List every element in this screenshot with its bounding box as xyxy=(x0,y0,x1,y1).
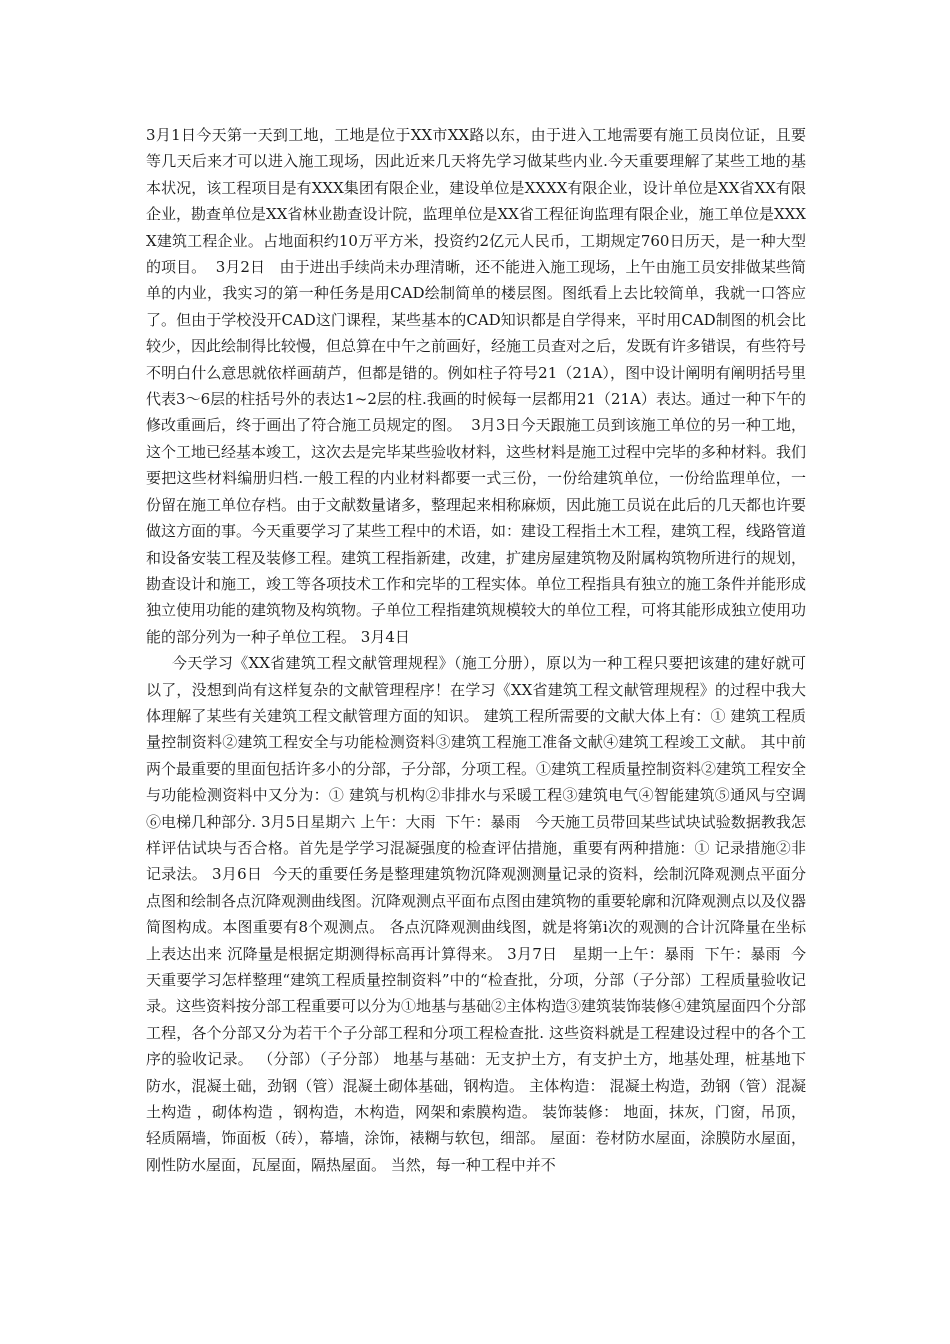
body-paragraph-1: 3月1日今天第一天到工地，工地是位于XX市XX路以东，由于进入工地需要有施工员岗位证，且要等几天后来才可以进入施工现场，因此近来几天将先学习做某些内业.今天重要理解了某些工地的基本状况，该工程项目是有XXX集团有限企业，建设单位是XXXX有限企业，设计单位是XX省XX有限企业，勘查单位是XX省林业勘查设计院，监理单位是XX省工程征询监理有限企业，施工单位是XXXX建筑工程企业。占地面积约10万平方米，投资约2亿元人民币，工期规定760日历天，是一种大型的项目。 3月2日 由于进出手续尚未办理清晰，还不能进入施工现场，上午由施工员安排做某些简单的内业，我实习的第一种任务是用CAD绘制简单的楼层图。图纸看上去比较简单，我就一口答应了。但由于学校没开CAD这门课程，某些基本的CAD知识都是自学得来，平时用CAD制图的机会比较少，因此绘制得比较慢，但总算在中午之前画好，经施工员查对之后，发既有许多错误，有些符号不明白什么意思就依样画葫芦，但都是错的。例如柱子符号21（21A），图中设计阐明有阐明括号里代表3～6层的柱括号外的表达1~2层的柱.我画的时候每一层都用21（21A）表达。通过一种下午的修改重画后，终于画出了符合施工员规定的图。 3月3日今天跟施工员到该施工单位的另一种工地，这个工地已经基本竣工，这次去是完毕某些验收材料，这些材料是施工过程中完毕的多种材料。我们要把这些材料编册归档.一般工程的内业材料都要一式三份，一份给建筑单位，一份给监理单位，一份留在施工单位存档。由于文献数量诸多，整理起来相称麻烦，因此施工员说在此后的几天都也许要做这方面的事。今天重要学习了某些工程中的术语，如：建设工程指土木工程，建筑工程，线路管道和设备安装工程及装修工程。建筑工程指新建，改建，扩建房屋建筑物及附属构筑物所进行的规划，勘查设计和施工，竣工等各项技术工作和完毕的工程实体。单位工程指具有独立的施工条件并能形成独立使用功能的建筑物及构筑物。子单位工程指建筑规模较大的单位工程，可将其能形成独立使用功能的部分列为一种子单位工程。 3月4日 xyxy=(146,126,807,646)
body-paragraph-2: 今天学习《XX省建筑工程文献管理规程》（施工分册），原以为一种工程只要把该建的建好就可以了，没想到尚有这样复杂的文献管理程序！在学习《XX省建筑工程文献管理规程》的过程中我大体理解了某些有关建筑工程文献管理方面的知识。 建筑工程所需要的文献大体上有：① 建筑工程质量控制资料②建筑工程安全与功能检测资料③建筑工程施工准备文献④建筑工程竣工文献。 其中前两个最重要的里面包括许多小的分部，子分部，分项工程。①建筑工程质量控制资料②建筑工程安全与功能检测资料中又分为：① 建筑与机构②非排水与采暖工程③建筑电气④智能建筑⑤通风与空调⑥电梯几种部分. 3月5日星期六 上午：大雨 下午：暴雨 今天施工员带回某些试块试验数据教我怎样评估试块与否合格。首先是学学习混凝强度的检查评估措施，重要有两种措施：① 记录措施②非记录法。 3月6日 今天的重要任务是整理建筑物沉降观测测量记录的资料，绘制沉降观测点平面分点图和绘制各点沉降观测曲线图。沉降观测点平面布点图由建筑物的重要轮廓和沉降观测点以及仪器简图构成。本图重要有8个观测点。 各点沉降观测曲线图，就是将第i次的观测的合计沉降量在坐标上表达出来 沉降量是根据定期测得标高再计算得来。 3月7日 星期一上午：暴雨 下午：暴雨 今天重要学习怎样整理“建筑工程质量控制资料”中的“检查批，分项，分部（子分部）工程质量验收记录。这些资料按分部工程重要可以分为①地基与基础②主体构造③建筑装饰装修④建筑屋面四个分部工程，各个分部又分为若干个子分部工程和分项工程检查批. 这些资料就是工程建设过程中的各个工序的验收记录。 （分部）（子分部） 地基与基础：无支护土方，有支护土方，地基处理，桩基地下防水，混凝土础，劲钢（管）混凝土砌体基础，钢构造。 主体构造： 混凝土构造，劲钢（管）混凝土构造 ，砌体构造 ，钢构造，木构造，网架和索膜构造。 装饰装修： 地面，抹灰，门窗，吊顶，轻质隔墙，饰面板（砖），幕墙，涂饰，裱糊与软包，细部。 屋面：卷材防水屋面，涂膜防水屋面，刚性防水屋面，瓦屋面，隔热屋面。 当然，每一种工程中并不 xyxy=(146,654,807,1174)
document-body xyxy=(146,122,806,1178)
